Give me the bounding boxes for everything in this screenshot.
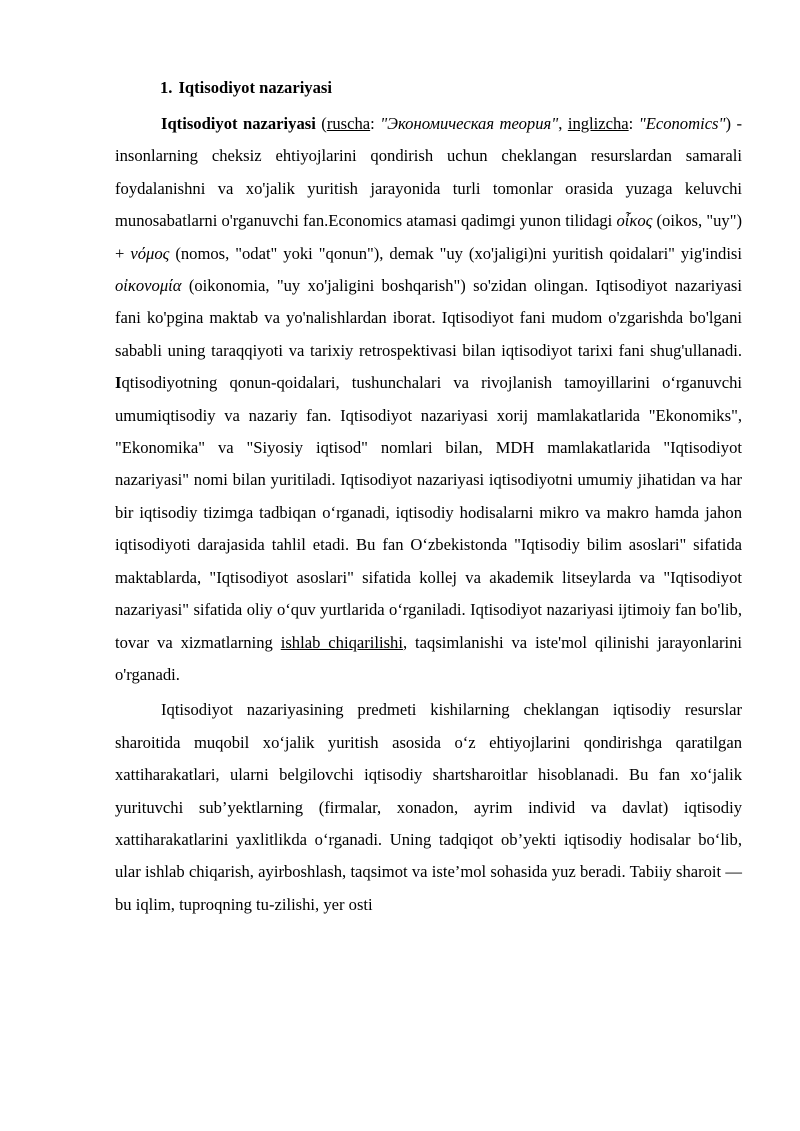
heading-title: Iqtisodiyot nazariyasi [178,78,332,97]
term-bold: Iqtisodiyot nazariyasi [161,114,316,133]
paragraph-subject: Iqtisodiyot nazariyasining predmeti kishilarning cheklangan iqtisodiy resurslar sharoitida muqobil xo‘jalik yuritish asosida o‘z ehtiyojlarini qondirishga qaratilgan xattiharakatlari, ularni belgilovchi iqtisodiy shartsharoitlar hisoblanadi. Bu fan xo‘jalik yurituvchi sub’yektlarning (firmalar, xonadon, ayrim individ va davlat) iqtisodiy xattiharakatlarini yaxlitlikda o‘rganadi. Uning tadqiqot ob’yekti iqtisodiy hodisalar bo‘lib, ular ishlab chiqarish, ayirboshlash, taqsimot va iste’mol sohasida yuz beradi. Tabiiy sharoit — bu iqlim, tuproqning tu-zilishi, yer osti [115,700,742,914]
link-production[interactable]: ishlab chiqarilishi [280,632,403,652]
greek-word-oikos: οἶκος [616,211,653,231]
text-segment-2: (oikos, "uy") + [115,211,742,263]
text-comma: , [558,114,568,133]
bold-initial-letter: I [115,373,122,393]
text-colon-1: : [370,114,381,133]
text-colon-2: : [628,114,639,133]
text-segment-6: , taqsimlanishi va iste'mol qilinishi jarayonlarini o'rganadi. [115,632,742,684]
english-term: "Economics" [638,114,726,133]
russian-term: "Экономическая теория" [380,114,559,133]
paragraph-definition [115,108,742,691]
text-segment-3: (nomos, "odat" yoki "qonun"), demak "uy (xo'jaligi)ni yuritish qoidalari" yig'indisi [169,243,742,263]
document-page [115,73,742,921]
text-segment-1: ) - insonlarning cheksiz ehtiyojlarini qondirish uchun cheklangan resurslardan samarali foydalanishni va xo'jalik yuritish jarayonida turli tomonlar orasida yuzaga keluvchi munosabatlarni o'rganuvchi fan.Economics atamasi qadimgi yunon tilidagi [115,114,742,231]
text-segment-4: (oikonomia, "uy xo'jaligini boshqarish") so'zidan olingan. Iqtisodiyot nazariyasi fani ko'pgina maktab va yo'nalishlardan iborat. Iqtisodiyot fani mudom o'zgarishda bo'lgani sababli uning taraqqiyoti va tarixiy retrospektivasi bilan iqtisodiyot tarixi fani shug'ullanadi. [115,276,742,360]
section-heading [115,73,742,103]
text-open-paren: ( [315,114,327,133]
greek-word-nomos: νόμος [130,243,170,263]
greek-word-oikonomia: οἰκονομία [115,276,182,296]
link-english[interactable]: inglizcha [567,114,629,133]
link-russian[interactable]: ruscha [326,114,371,133]
text-segment-5: qtisodiyotning qonun-qoidalari, tushunchalari va rivojlanish tamoyillarini o‘rganuvchi umumiqtisodiy va nazariy fan. Iqtisodiyot nazariyasi xorij mamlakatlarida "Ekonomiks", "Ekonomika" va "Siyosiy iqtisod" nomlari bilan, MDH mamlakatlarida "Iqtisodiyot nazariyasi" nomi bilan yuritiladi. Iqtisodiyot nazariyasi iqtisodiyotni umumiy jihatidan va har bir iqtisodiy tizimga tadbiqan o‘rganadi, iqtisodiy hodisalarni mikro va makro hamda jahon iqtisodiyoti darajasida tahlil etadi. Bu fan O‘zbekistonda "Iqtisodiy bilim asoslari" sifatida maktablarda, "Iqtisodiyot asoslari" sifatida kollej va akademik litseylarda va "Iqtisodiyot nazariyasi" sifatida oliy o‘quv yurtlarida o‘rganiladi. Iqtisodiyot nazariyasi ijtimoiy fan bo'lib, tovar va xizmatlarning [115,373,742,652]
heading-number: 1. [160,78,173,97]
